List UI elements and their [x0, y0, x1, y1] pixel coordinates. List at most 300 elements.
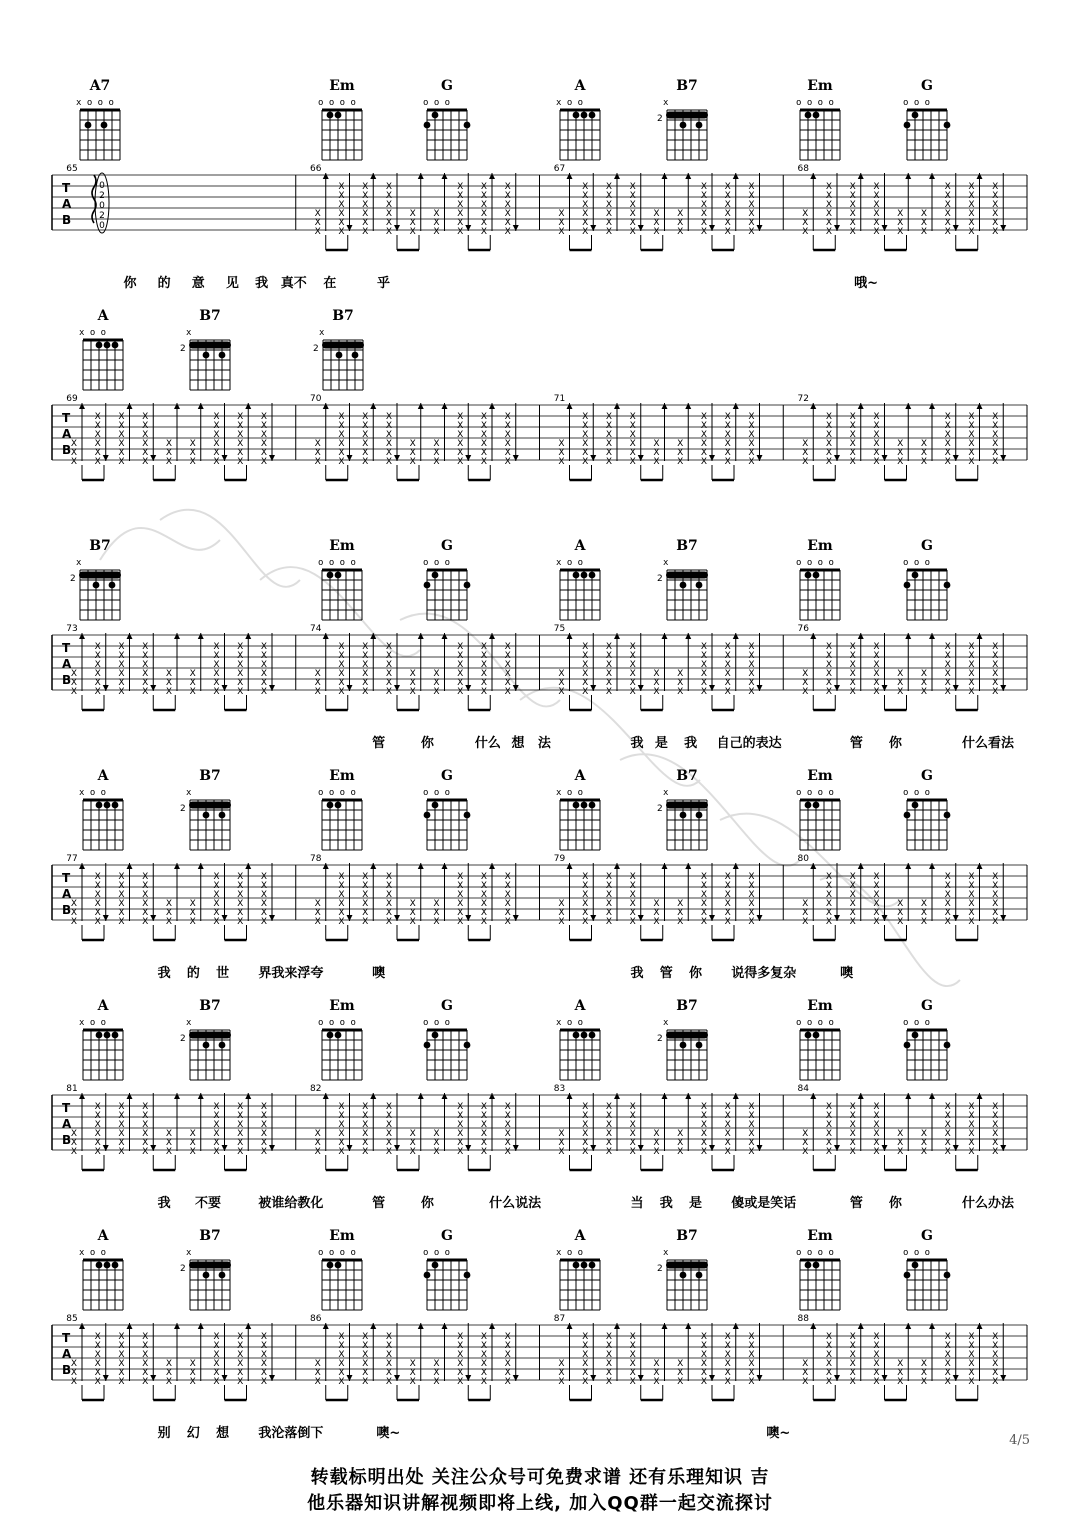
muted-note: X [362, 1120, 369, 1130]
upstroke-arrow [858, 1093, 864, 1099]
muted-note: X [457, 1341, 464, 1351]
muted-note: X [825, 182, 833, 192]
muted-note: X [504, 642, 511, 652]
muted-note: X [748, 899, 755, 909]
measure-notes [802, 863, 1006, 940]
muted-note: X [629, 1129, 636, 1139]
muted-note: X [968, 1350, 975, 1360]
muted-note: X [338, 448, 345, 458]
muted-note: X [700, 669, 708, 679]
muted-note: X [237, 1138, 244, 1148]
chord-name: G [441, 538, 453, 554]
barre-marker [666, 112, 708, 119]
muted-note: X [653, 1147, 660, 1157]
chord-name: Em [807, 768, 833, 784]
watermark-stroke [100, 528, 220, 560]
open-string-markers: o o o [903, 788, 931, 798]
muted-note: X [582, 1359, 589, 1369]
open-string-markers: o o o o [796, 1018, 834, 1028]
muted-note: X [992, 1350, 999, 1360]
muted-note: X [142, 687, 149, 697]
muted-note: X [142, 448, 149, 458]
muted-note: X [849, 1138, 856, 1148]
muted-note: X [653, 448, 660, 458]
muted-note: X [629, 1138, 636, 1148]
muted-note: X [802, 1359, 809, 1369]
muted-note: X [700, 1359, 708, 1369]
muted-note: X [504, 1359, 511, 1369]
finger-dot [573, 112, 580, 119]
muted-note: X [94, 1129, 101, 1139]
upstroke-arrow [929, 1093, 935, 1099]
chord-name: G [921, 998, 933, 1014]
muted-note: X [385, 1368, 393, 1378]
tab-letter-t: T [62, 411, 71, 425]
muted-note: X [700, 1111, 708, 1121]
tab-letter-a: A [62, 1117, 72, 1131]
fret-number: 2 [180, 804, 186, 814]
muted-note: X [385, 430, 393, 440]
finger-dot [589, 572, 596, 579]
upstroke-arrow [198, 1093, 204, 1099]
muted-note: X [165, 457, 173, 467]
chord-diagram [903, 1228, 950, 1310]
muted-note: X [802, 448, 809, 458]
open-string-markers: x o o [556, 788, 584, 798]
muted-note: X [992, 917, 999, 927]
muted-note: X [968, 1138, 975, 1148]
muted-note: X [504, 669, 511, 679]
muted-note: X [338, 1129, 345, 1139]
muted-note: X [992, 439, 999, 449]
muted-note: X [142, 669, 149, 679]
muted-note: X [213, 412, 220, 422]
muted-note: X [165, 917, 173, 927]
upstroke-arrow [323, 1323, 329, 1329]
muted-note: X [558, 669, 565, 679]
page-number: 4/5 [1009, 1433, 1030, 1448]
muted-note: X [825, 227, 833, 237]
chord-diagram [180, 768, 231, 850]
muted-note: X [724, 421, 731, 431]
muted-note: X [260, 651, 268, 661]
muted-note: X [457, 191, 464, 201]
finger-dot [813, 572, 820, 579]
muted-note: X [825, 412, 833, 422]
upstroke-arrow [79, 1093, 85, 1099]
muted-note: X [558, 1377, 565, 1387]
upstroke-arrow [489, 863, 495, 869]
muted-note: X [653, 687, 660, 697]
muted-note: X [944, 430, 951, 440]
chord-diagram [318, 1228, 362, 1310]
muted-note: X [700, 1102, 708, 1112]
muted-note: X [314, 448, 321, 458]
upstroke-arrow [977, 633, 983, 639]
muted-note: X [920, 218, 928, 228]
muted-note: X [385, 439, 393, 449]
lyric: 你 [888, 1196, 902, 1211]
muted-note: X [724, 1102, 731, 1112]
muted-note: X [213, 457, 220, 467]
finger-dot [680, 122, 687, 129]
upstroke-arrow [442, 403, 448, 409]
finger-dot [589, 1262, 596, 1269]
muted-note: X [118, 1368, 125, 1378]
tab-letter-t: T [62, 871, 71, 885]
muted-note: X [504, 209, 511, 219]
muted-note: X [849, 1129, 856, 1139]
muted-note: X [873, 209, 880, 219]
chord-diagram [423, 768, 470, 850]
muted-note: X [629, 669, 636, 679]
finger-dot [581, 1262, 588, 1269]
muted-note: X [629, 421, 636, 431]
muted-note: X [944, 642, 951, 652]
muted-note: X [992, 1341, 999, 1351]
muted-note: X [118, 1350, 125, 1360]
muted-note: X [94, 899, 101, 909]
finger-dot [696, 1042, 703, 1049]
muted-note: X [213, 1147, 220, 1157]
muted-note: X [825, 660, 833, 670]
muted-note: X [237, 439, 244, 449]
muted-note: X [362, 1102, 369, 1112]
muted-note: X [968, 439, 975, 449]
muted-note: X [409, 209, 416, 219]
finger-dot [219, 1272, 226, 1279]
muted-note: X [409, 227, 416, 237]
muted-note: X [748, 182, 755, 192]
measure-notes [558, 403, 762, 480]
muted-note: X [582, 669, 589, 679]
fret-number: 2 [180, 1264, 186, 1274]
muted-note: X [605, 1368, 613, 1378]
muted-note: X [314, 1359, 321, 1369]
muted-note: X [873, 881, 880, 891]
upstroke-arrow [685, 1323, 691, 1329]
muted-note: X [897, 448, 904, 458]
muted-note: X [165, 669, 173, 679]
upstroke-arrow [929, 863, 935, 869]
muted-note: X [873, 669, 880, 679]
upstroke-arrow [977, 173, 983, 179]
tab-letter-t: T [62, 641, 71, 655]
muted-note: X [142, 421, 149, 431]
measure-number: 82 [310, 1084, 322, 1094]
muted-note: X [849, 227, 856, 237]
muted-note: X [260, 1138, 268, 1148]
muted-note: X [968, 899, 975, 909]
muted-note: X [118, 678, 125, 688]
upstroke-arrow [442, 1093, 448, 1099]
muted-note: X [605, 908, 613, 918]
muted-note: X [558, 1368, 565, 1378]
upstroke-arrow [442, 173, 448, 179]
muted-note: X [94, 439, 101, 449]
muted-note: X [142, 872, 149, 882]
muted-note: X [968, 642, 975, 652]
muted-note: X [504, 678, 511, 688]
muted-note: X [118, 1341, 125, 1351]
muted-note: X [433, 669, 440, 679]
upstroke-arrow [858, 863, 864, 869]
muted-note: X [629, 227, 636, 237]
muted-note: X [213, 421, 220, 431]
muted-note: X [897, 917, 904, 927]
muted-note: X [629, 678, 636, 688]
muted-note: X [165, 908, 173, 918]
finger-dot [581, 112, 588, 119]
muted-note: X [213, 651, 220, 661]
upstroke-arrow [174, 1323, 180, 1329]
muted-note: X [944, 200, 951, 210]
fret-number: 2 [180, 344, 186, 354]
muted-note: X [700, 1120, 708, 1130]
finger-dot [424, 122, 431, 129]
measure-number: 84 [797, 1084, 809, 1094]
muted-note: X [362, 1341, 369, 1351]
muted-note: X [700, 651, 708, 661]
muted-note: X [70, 448, 78, 458]
finger-dot [573, 572, 580, 579]
muted-note: X [457, 412, 464, 422]
chord-name: B7 [199, 1228, 221, 1244]
muted-note: X [362, 1111, 369, 1121]
chord-diagram [318, 998, 362, 1080]
muted-note: X [897, 227, 904, 237]
muted-note: X [457, 872, 464, 882]
muted-note: X [385, 457, 393, 467]
muted-note: X [314, 1129, 321, 1139]
muted-note: X [362, 191, 369, 201]
upstroke-arrow [198, 863, 204, 869]
lyric: 我 [255, 276, 269, 291]
muted-note: X [142, 678, 149, 688]
muted-note: X [724, 678, 731, 688]
muted-note: X [142, 651, 149, 661]
muted-note: X [944, 678, 951, 688]
muted-note: X [748, 1368, 755, 1378]
chord-name: A [97, 768, 109, 784]
chord-diagram [318, 768, 362, 850]
muted-note: X [213, 430, 220, 440]
measure-number: 73 [66, 624, 78, 634]
muted-note: X [260, 1341, 268, 1351]
muted-note: X [944, 669, 951, 679]
muted-note: X [142, 1359, 149, 1369]
chord-diagram [556, 768, 600, 850]
upstroke-arrow [370, 863, 376, 869]
upstroke-arrow [418, 863, 424, 869]
muted-note: X [992, 200, 999, 210]
muted-note: X [992, 218, 999, 228]
finger-dot [203, 1042, 210, 1049]
chord-name: Em [807, 998, 833, 1014]
upstroke-arrow [614, 403, 620, 409]
muted-note: X [873, 1111, 880, 1121]
muted-note: X [724, 917, 731, 927]
muted-note: X [724, 908, 731, 918]
muted-note: X [653, 1377, 660, 1387]
upstroke-arrow [662, 1323, 668, 1329]
finger-dot [327, 1032, 334, 1039]
lyric: 你 [888, 736, 902, 751]
muted-note: X [629, 1341, 636, 1351]
muted-note: X [582, 881, 589, 891]
muted-note: X [605, 1102, 613, 1112]
muted-note: X [873, 1129, 880, 1139]
muted-note: X [873, 457, 880, 467]
upstroke-arrow [418, 633, 424, 639]
muted-note: X [457, 182, 464, 192]
chord-diagram [318, 538, 362, 620]
muted-note: X [457, 421, 464, 431]
upstroke-arrow [977, 1323, 983, 1329]
finger-dot [464, 122, 471, 129]
muted-note: X [582, 1377, 589, 1387]
muted-note: X [605, 1341, 613, 1351]
muted-note: X [504, 1332, 511, 1342]
muted-note: X [582, 182, 589, 192]
upstroke-arrow [977, 403, 983, 409]
finger-dot [112, 1262, 119, 1269]
upstroke-arrow [418, 1093, 424, 1099]
muted-note: X [118, 439, 125, 449]
muted-note: X [142, 660, 149, 670]
muted-note: X [558, 218, 565, 228]
muted-note: X [260, 1102, 268, 1112]
muted-note: X [558, 448, 565, 458]
muted-note: X [605, 448, 613, 458]
muted-note: X [409, 448, 416, 458]
open-string-markers: x [76, 558, 82, 568]
upstroke-arrow [685, 173, 691, 179]
muted-note: X [920, 1359, 928, 1369]
muted-note: X [260, 448, 268, 458]
open-string-markers: o o o o [318, 1248, 356, 1258]
muted-note: X [338, 439, 345, 449]
muted-note: X [94, 678, 101, 688]
muted-note: X [504, 1129, 511, 1139]
muted-note: X [213, 439, 220, 449]
chord-name: A [574, 1228, 586, 1244]
muted-note: X [920, 1377, 928, 1387]
muted-note: X [944, 421, 951, 431]
muted-note: X [409, 439, 416, 449]
finger-dot [805, 1032, 812, 1039]
muted-note: X [700, 1147, 708, 1157]
open-string-markers: x o o o [76, 98, 114, 108]
muted-note: X [118, 448, 125, 458]
muted-note: X [504, 881, 511, 891]
muted-note: X [724, 1111, 731, 1121]
open-string-markers: o o o o [318, 1018, 356, 1028]
muted-note: X [700, 917, 708, 927]
muted-note: X [504, 412, 511, 422]
muted-note: X [338, 1147, 345, 1157]
lyric: 的 [157, 276, 171, 291]
finger-dot [912, 1262, 919, 1269]
muted-note: X [504, 917, 511, 927]
muted-note: X [118, 1120, 125, 1130]
muted-note: X [409, 1377, 416, 1387]
muted-note: X [700, 908, 708, 918]
open-string-markers: o o o o [796, 1248, 834, 1258]
muted-note: X [118, 908, 125, 918]
muted-note: X [314, 227, 321, 237]
muted-note: X [118, 421, 125, 431]
muted-note: X [213, 917, 220, 927]
muted-note: X [94, 1147, 101, 1157]
muted-note: X [825, 209, 833, 219]
muted-note: X [748, 1120, 755, 1130]
muted-note: X [582, 1147, 589, 1157]
muted-note: X [118, 899, 125, 909]
muted-note: X [582, 439, 589, 449]
muted-note: X [338, 1138, 345, 1148]
muted-note: X [849, 890, 856, 900]
muted-note: X [457, 430, 464, 440]
muted-note: X [260, 899, 268, 909]
muted-note: X [677, 1359, 684, 1369]
finger-dot [203, 812, 210, 819]
muted-note: X [700, 1138, 708, 1148]
finger-dot [424, 1272, 431, 1279]
lyric: 管 [849, 736, 863, 751]
muted-note: X [213, 1120, 220, 1130]
muted-note: X [920, 439, 928, 449]
lyric: 管 [372, 736, 386, 751]
muted-note: X [724, 669, 731, 679]
muted-note: X [338, 651, 345, 661]
muted-note: X [677, 669, 684, 679]
muted-note: X [920, 908, 928, 918]
muted-note: X [457, 200, 464, 210]
muted-note: X [944, 687, 951, 697]
muted-note: X [968, 209, 975, 219]
muted-note: X [385, 1350, 393, 1360]
lyric: 我 [684, 736, 698, 751]
open-string-markers: x [663, 788, 669, 798]
muted-note: X [165, 439, 173, 449]
muted-note: X [849, 1332, 856, 1342]
muted-note: X [605, 660, 613, 670]
measure-number: 85 [66, 1314, 78, 1324]
muted-note: X [385, 1120, 393, 1130]
muted-note: X [629, 1359, 636, 1369]
muted-note: X [748, 448, 755, 458]
muted-note: X [802, 899, 809, 909]
muted-note: X [314, 457, 321, 467]
lyric: 当 [630, 1196, 644, 1211]
muted-note: X [480, 642, 488, 652]
muted-note: X [237, 642, 244, 652]
chord-diagram [79, 1228, 123, 1310]
muted-note: X [582, 1350, 589, 1360]
muted-note: X [260, 687, 268, 697]
muted-note: X [968, 191, 975, 201]
tab-system [52, 624, 1027, 751]
muted-note: X [118, 1138, 125, 1148]
muted-note: X [748, 660, 755, 670]
upstroke-arrow [370, 1093, 376, 1099]
muted-note: X [700, 890, 708, 900]
muted-note: X [433, 439, 440, 449]
muted-note: X [992, 448, 999, 458]
open-string-markers: o o o [423, 1248, 451, 1258]
muted-note: X [118, 890, 125, 900]
